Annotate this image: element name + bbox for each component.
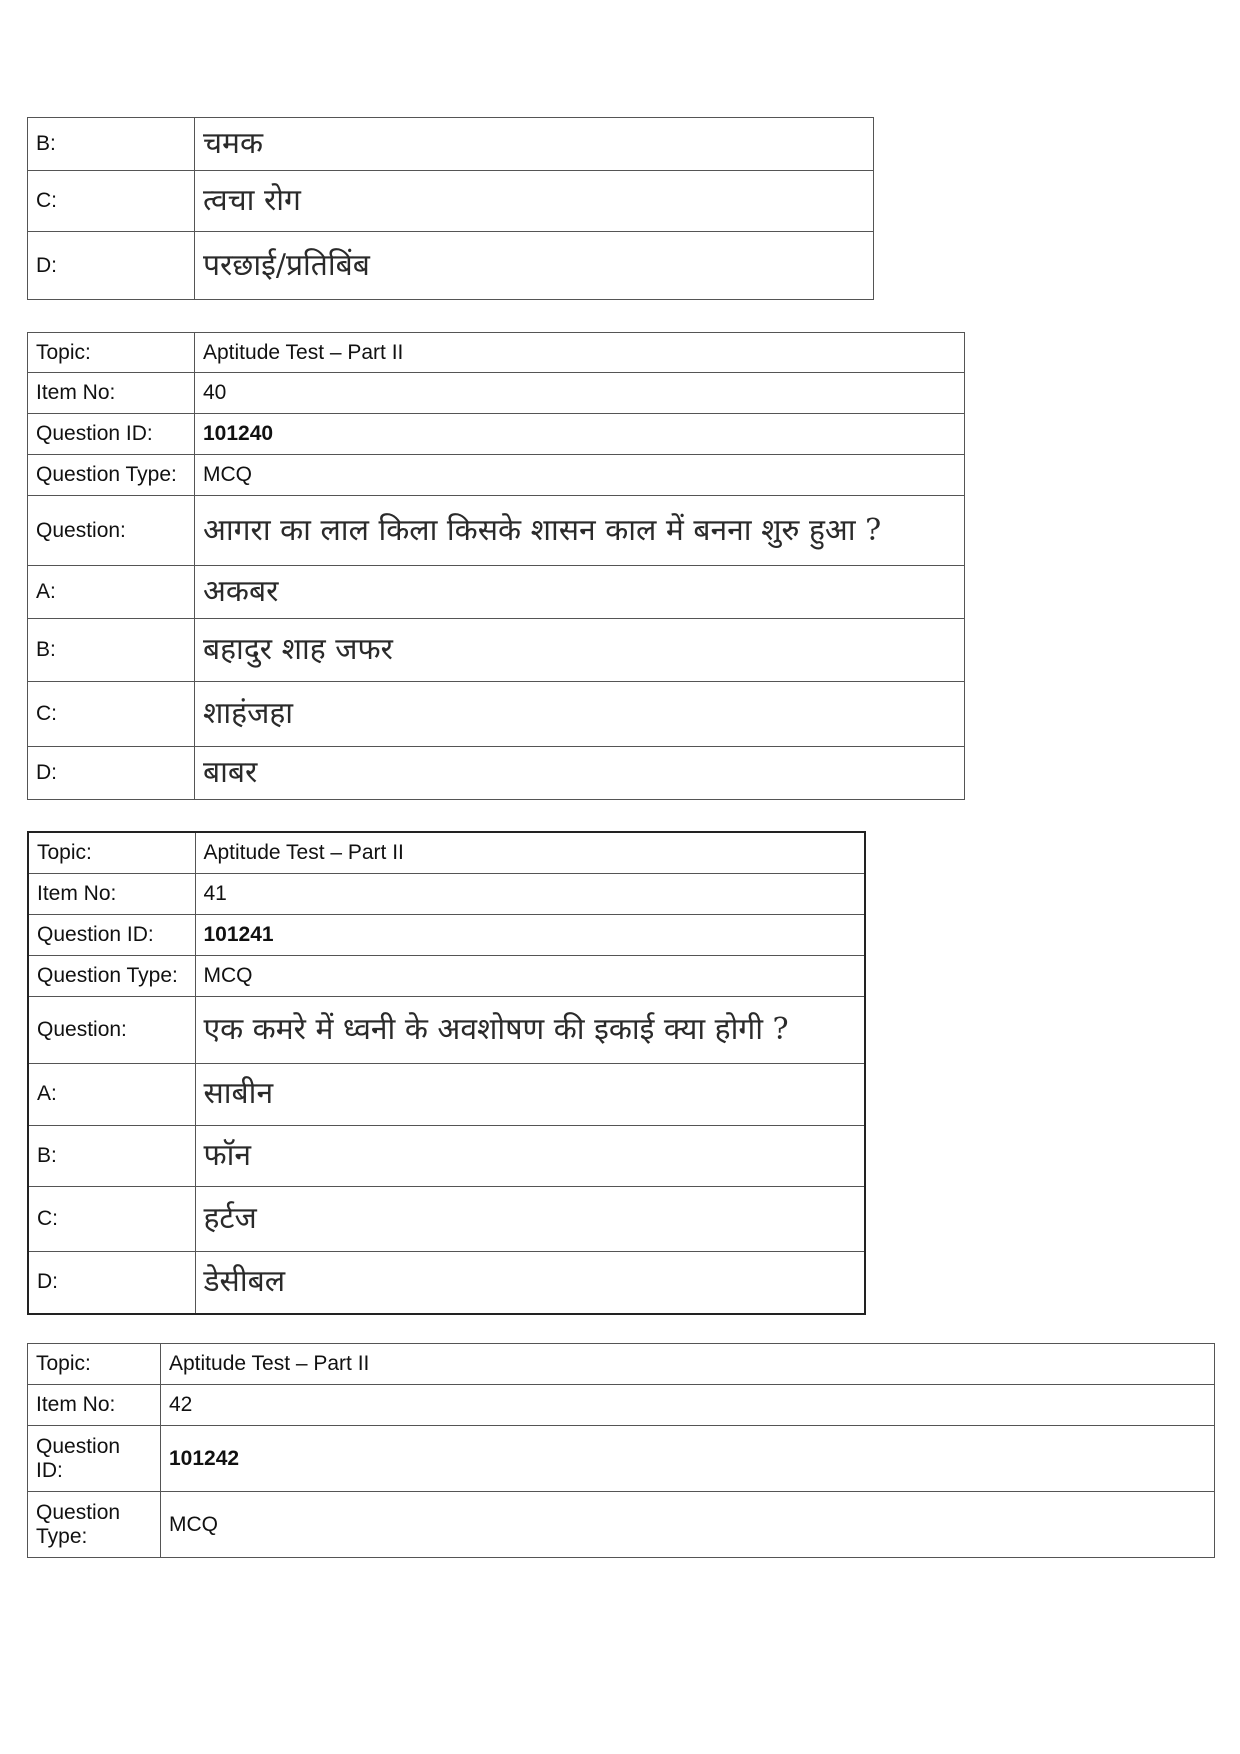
question-id-label: Question ID: bbox=[28, 914, 195, 955]
item-no-row bbox=[28, 1385, 1215, 1426]
option-label: A: bbox=[28, 566, 195, 619]
question-id-value: 101241 bbox=[195, 914, 865, 955]
topic-label: Topic: bbox=[28, 832, 195, 873]
topic-value: Aptitude Test – Part II bbox=[195, 832, 865, 873]
option-label: C: bbox=[28, 171, 195, 232]
option-text: बहादुर शाह जफर bbox=[195, 619, 965, 682]
item-no-value: 41 bbox=[195, 873, 865, 914]
question-type-label: Question Type: bbox=[28, 1492, 161, 1558]
option-row-a bbox=[28, 1063, 865, 1125]
option-label: D: bbox=[28, 232, 195, 300]
option-label: B: bbox=[28, 1125, 195, 1186]
question-type-value: MCQ bbox=[195, 455, 965, 496]
question-42-table bbox=[27, 1343, 1215, 1558]
option-text: हर्टज bbox=[195, 1186, 865, 1251]
option-text: साबीन bbox=[195, 1063, 865, 1125]
option-row-a bbox=[28, 566, 965, 619]
option-row-c bbox=[28, 682, 965, 747]
question-type-value: MCQ bbox=[195, 955, 865, 996]
question-id-label: Question ID: bbox=[28, 1426, 161, 1492]
question-41-table bbox=[27, 831, 866, 1315]
item-no-label: Item No: bbox=[28, 873, 195, 914]
topic-row bbox=[28, 1344, 1215, 1385]
question-id-label: Question ID: bbox=[28, 414, 195, 455]
option-label: D: bbox=[28, 1251, 195, 1314]
question-label: Question: bbox=[28, 496, 195, 566]
question-id-row bbox=[28, 414, 965, 455]
option-label: C: bbox=[28, 1186, 195, 1251]
topic-label: Topic: bbox=[28, 1344, 161, 1385]
option-row-d bbox=[28, 1251, 865, 1314]
question-type-row bbox=[28, 455, 965, 496]
option-label: D: bbox=[28, 747, 195, 800]
option-text: अकबर bbox=[195, 566, 965, 619]
item-no-value: 42 bbox=[161, 1385, 1215, 1426]
topic-row bbox=[28, 832, 865, 873]
question-id-row bbox=[28, 914, 865, 955]
option-label: C: bbox=[28, 682, 195, 747]
option-text: त्वचा रोग bbox=[195, 171, 874, 232]
option-text: बाबर bbox=[195, 747, 965, 800]
option-row-b bbox=[28, 619, 965, 682]
option-label: A: bbox=[28, 1063, 195, 1125]
option-row-c bbox=[28, 1186, 865, 1251]
topic-row bbox=[28, 333, 965, 373]
question-row bbox=[28, 496, 965, 566]
previous-question-options-table bbox=[27, 117, 874, 300]
item-no-label: Item No: bbox=[28, 373, 195, 414]
option-text: फॉन bbox=[195, 1125, 865, 1186]
question-40-table bbox=[27, 332, 965, 800]
option-text: चमक bbox=[195, 118, 874, 171]
option-text: शाहंजहा bbox=[195, 682, 965, 747]
option-row-d bbox=[28, 747, 965, 800]
item-no-row bbox=[28, 373, 965, 414]
topic-value: Aptitude Test – Part II bbox=[195, 333, 965, 373]
question-type-label: Question Type: bbox=[28, 955, 195, 996]
question-type-row bbox=[28, 955, 865, 996]
option-row-b bbox=[28, 118, 874, 171]
option-text: डेसीबल bbox=[195, 1251, 865, 1314]
question-type-value: MCQ bbox=[161, 1492, 1215, 1558]
question-text: एक कमरे में ध्वनी के अवशोषण की इकाई क्या होगी ? bbox=[195, 996, 865, 1063]
question-id-value: 101240 bbox=[195, 414, 965, 455]
question-id-row bbox=[28, 1426, 1215, 1492]
question-type-label: Question Type: bbox=[28, 455, 195, 496]
option-row-b bbox=[28, 1125, 865, 1186]
question-label: Question: bbox=[28, 996, 195, 1063]
option-text: परछाई/प्रतिबिंब bbox=[195, 232, 874, 300]
question-type-row bbox=[28, 1492, 1215, 1558]
option-row-c bbox=[28, 171, 874, 232]
topic-value: Aptitude Test – Part II bbox=[161, 1344, 1215, 1385]
item-no-row bbox=[28, 873, 865, 914]
item-no-value: 40 bbox=[195, 373, 965, 414]
option-label: B: bbox=[28, 619, 195, 682]
question-id-value: 101242 bbox=[161, 1426, 1215, 1492]
question-text: आगरा का लाल किला किसके शासन काल में बनना शुरु हुआ ? bbox=[195, 496, 965, 566]
item-no-label: Item No: bbox=[28, 1385, 161, 1426]
question-row bbox=[28, 996, 865, 1063]
option-label: B: bbox=[28, 118, 195, 171]
option-row-d bbox=[28, 232, 874, 300]
topic-label: Topic: bbox=[28, 333, 195, 373]
